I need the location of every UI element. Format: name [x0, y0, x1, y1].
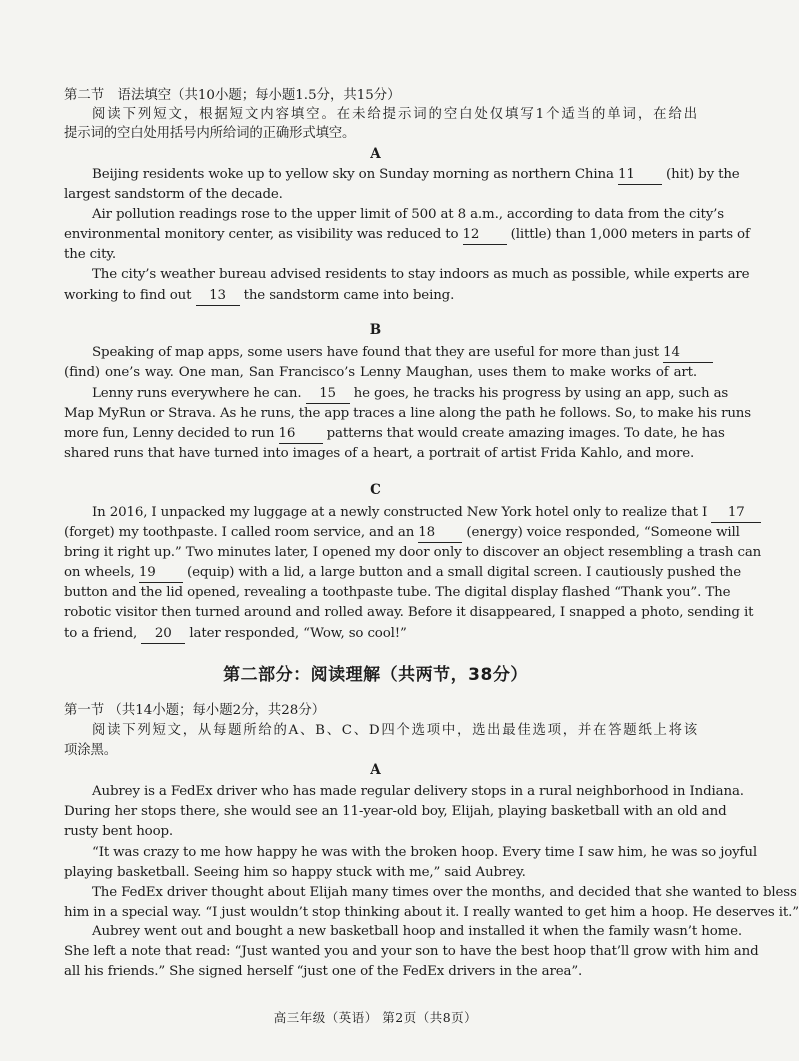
passage-b-line [64, 424, 725, 444]
reading-a-line: The FedEx driver thought about Elijah many times over the months, and decided that she wanted to bless [92, 885, 797, 900]
passage-b-line: Map MyRun or Strava. As he runs, the app traces a line along the path he follows. So, to make his runs [64, 406, 752, 421]
passage-c-line: bring it right up.” Two minutes later, I opened my door only to discover an object resembling a trash can [64, 545, 762, 560]
passage-b-line: (find) one’s way. One man, San Francisco’s Lenny Maughan, uses them to make works of art. [64, 365, 697, 380]
text: Beijing residents woke up to yellow sky on Sunday morning as northern China [92, 167, 618, 182]
reading-a-line: playing basketball. Seeing him so happy stuck with me,” said Aubrey. [64, 865, 526, 880]
text: (hit) by the [661, 167, 740, 182]
part2-section1-title: 第一节 （共14小题；每小题2分，共28分） [64, 703, 326, 718]
text: more fun, Lenny decided to run [64, 426, 279, 441]
text: Lenny runs everywhere he can. [92, 386, 306, 401]
blank-11: 11 [618, 165, 662, 185]
reading-a-line: Aubrey is a FedEx driver who has made regular delivery stops in a rural neighborhood in Indiana. [92, 784, 744, 799]
text: (energy) voice responded, “Someone will [462, 525, 740, 540]
passage-c-line: button and the lid opened, revealing a toothpaste tube. The digital display flashed “Thank you”. The [64, 585, 731, 600]
blank-15: 15 [306, 384, 350, 404]
passage-c-line [92, 503, 745, 523]
part2-instruction-1: 阅读下列短文，从每题所给的A、B、C、D四个选项中，选出最佳选项，并在答题纸上将该 [92, 723, 697, 738]
part2-instruction-2: 项涂黑。 [64, 743, 117, 758]
passage-a-line [92, 165, 740, 185]
blank-19: 19 [139, 563, 183, 583]
page-footer: 高三年级（英语） 第2页（共8页） [273, 1010, 478, 1025]
passage-a-line: the city. [64, 247, 117, 262]
passage-b-line [92, 384, 729, 404]
reading-a-heading: A [370, 762, 381, 778]
text: he goes, he tracks his progress by using an app, such as [349, 386, 729, 401]
blank-12: 12 [463, 225, 507, 245]
part2-title: 第二部分：阅读理解（共两节，38分） [223, 665, 528, 685]
text: (little) than 1,000 meters in parts of [506, 227, 750, 242]
text: In 2016, I unpacked my luggage at a newly constructed New York hotel only to realize that I [92, 505, 712, 520]
text: later responded, “Wow, so cool!” [185, 626, 407, 641]
text: environmental monitory center, as visibility was reduced to [64, 227, 463, 242]
text: to a friend, [64, 626, 142, 641]
passage-a-line: largest sandstorm of the decade. [64, 187, 283, 202]
text: (forget) my toothpaste. I called room service, and an [64, 525, 419, 540]
reading-a-line: “It was crazy to me how happy he was with the broken hoop. Every time I saw him, he was so joyful [92, 845, 757, 860]
passage-b-line: shared runs that have turned into images of a heart, a portrait of artist Frida Kahlo, and more. [64, 446, 695, 461]
blank-17: 17 [711, 503, 761, 523]
passage-c-heading: C [370, 482, 381, 498]
reading-a-line: all his friends.” She signed herself “just one of the FedEx drivers in the area”. [64, 964, 583, 979]
passage-b-heading: B [369, 322, 382, 338]
reading-a-line: rusty bent hoop. [64, 824, 174, 839]
section2-title: 第二节 语法填空（共10小题；每小题1.5分，共15分） [64, 88, 401, 103]
blank-16: 16 [279, 424, 323, 444]
text: (equip) with a lid, a large button and a small digital screen. I cautiously pushed the [182, 565, 742, 580]
reading-a-line: him in a special way. “I just wouldn’t stop thinking about it. I really wanted to get him a hoop. He deserves it.” [64, 905, 799, 920]
section2-instruction-1: 阅读下列短文，根据短文内容填空。在未给提示词的空白处仅填写1个适当的单词，在给出 [92, 107, 697, 122]
passage-c-line [64, 563, 742, 583]
blank-18: 18 [418, 523, 462, 543]
text: patterns that would create amazing images. To date, he has [322, 426, 725, 441]
reading-a-line: Aubrey went out and bought a new basketball hoop and installed it when the family wasn’t home. [92, 924, 743, 939]
passage-c-line [64, 523, 740, 543]
text: the sandstorm came into being. [239, 288, 455, 303]
passage-a-heading: A [370, 146, 381, 162]
reading-a-line: During her stops there, she would see an 11-year-old boy, Elijah, playing basketball with an old and [64, 804, 727, 819]
section2-instruction-2: 提示词的空白处用括号内所给词的正确形式填空。 [64, 126, 356, 141]
blank-20: 20 [141, 624, 185, 644]
passage-a-line: The city’s weather bureau advised residents to stay indoors as much as possible, while experts are [92, 267, 750, 282]
reading-a-line: She left a note that read: “Just wanted you and your son to have the best hoop that’ll grow with him and [64, 944, 759, 959]
text: Speaking of map apps, some users have found that they are useful for more than just [92, 345, 664, 360]
passage-a-line [64, 225, 750, 245]
blank-13: 13 [196, 286, 240, 306]
passage-c-line [64, 624, 697, 644]
passage-a-line [64, 286, 697, 306]
passage-a-line: Air pollution readings rose to the upper limit of 500 at 8 a.m., according to data from the city’s [92, 207, 725, 222]
passage-c-line: robotic visitor then turned around and rolled away. Before it disappeared, I snapped a photo, sending it [64, 605, 754, 620]
text: working to find out [64, 288, 196, 303]
text: on wheels, [64, 565, 139, 580]
passage-b-line [92, 343, 697, 363]
blank-14: 14 [663, 343, 713, 363]
